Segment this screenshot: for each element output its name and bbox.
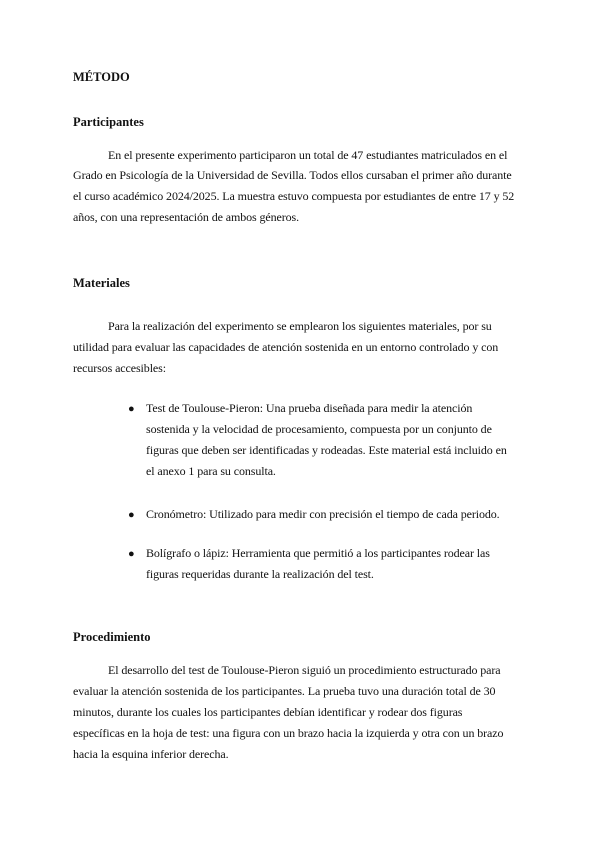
paragraph-line: años, con una representación de ambos géneros. xyxy=(73,210,299,224)
paragraph-line: hacia la esquina inferior derecha. xyxy=(73,747,229,761)
paragraph-line: minutos, durante los cuales los participantes debían identificar y rodear dos figuras xyxy=(73,705,463,719)
heading-materiales: Materiales xyxy=(73,276,130,290)
paragraph-line: recursos accesibles: xyxy=(73,361,166,375)
list-item-line: sostenida y la velocidad de procesamiento, compuesta por un conjunto de xyxy=(146,422,492,436)
paragraph-line: específicas en la hoja de test: una figura con un brazo hacia la izquierda y otra con un brazo xyxy=(73,726,504,740)
section-title: MÉTODO xyxy=(73,70,130,84)
list-item-line: Test de Toulouse-Pieron: Una prueba diseñada para medir la atención xyxy=(146,401,473,415)
heading-procedimiento: Procedimiento xyxy=(73,630,151,644)
list-item-line: Cronómetro: Utilizado para medir con precisión el tiempo de cada periodo. xyxy=(146,507,500,521)
heading-participantes: Participantes xyxy=(73,115,144,129)
list-item-line: figuras requeridas durante la realización del test. xyxy=(146,567,374,581)
paragraph-line: El desarrollo del test de Toulouse-Pieron siguió un procedimiento estructurado para xyxy=(108,663,501,677)
paragraph-line: En el presente experimento participaron un total de 47 estudiantes matriculados en el xyxy=(108,148,508,162)
list-item-line: el anexo 1 para su consulta. xyxy=(146,464,276,478)
list-item-line: figuras que deben ser identificadas y rodeadas. Este material está incluido en xyxy=(146,443,507,457)
paragraph-line: el curso académico 2024/2025. La muestra estuvo compuesta por estudiantes de entre 17 y 52 xyxy=(73,189,515,203)
paragraph-line: evaluar la atención sostenida de los participantes. La prueba tuvo una duración total de 30 xyxy=(73,684,496,698)
bullet-icon: ● xyxy=(128,548,135,560)
list-item-line: Bolígrafo o lápiz: Herramienta que permitió a los participantes rodear las xyxy=(146,546,490,560)
paragraph-line: Grado en Psicología de la Universidad de Sevilla. Todos ellos cursaban el primer año durante xyxy=(73,168,512,182)
bullet-icon: ● xyxy=(128,403,135,415)
paragraph-line: utilidad para evaluar las capacidades de atención sostenida en un entorno controlado y con xyxy=(73,340,499,354)
paragraph-line: Para la realización del experimento se emplearon los siguientes materiales, por su xyxy=(108,319,492,333)
bullet-icon: ● xyxy=(128,509,135,521)
